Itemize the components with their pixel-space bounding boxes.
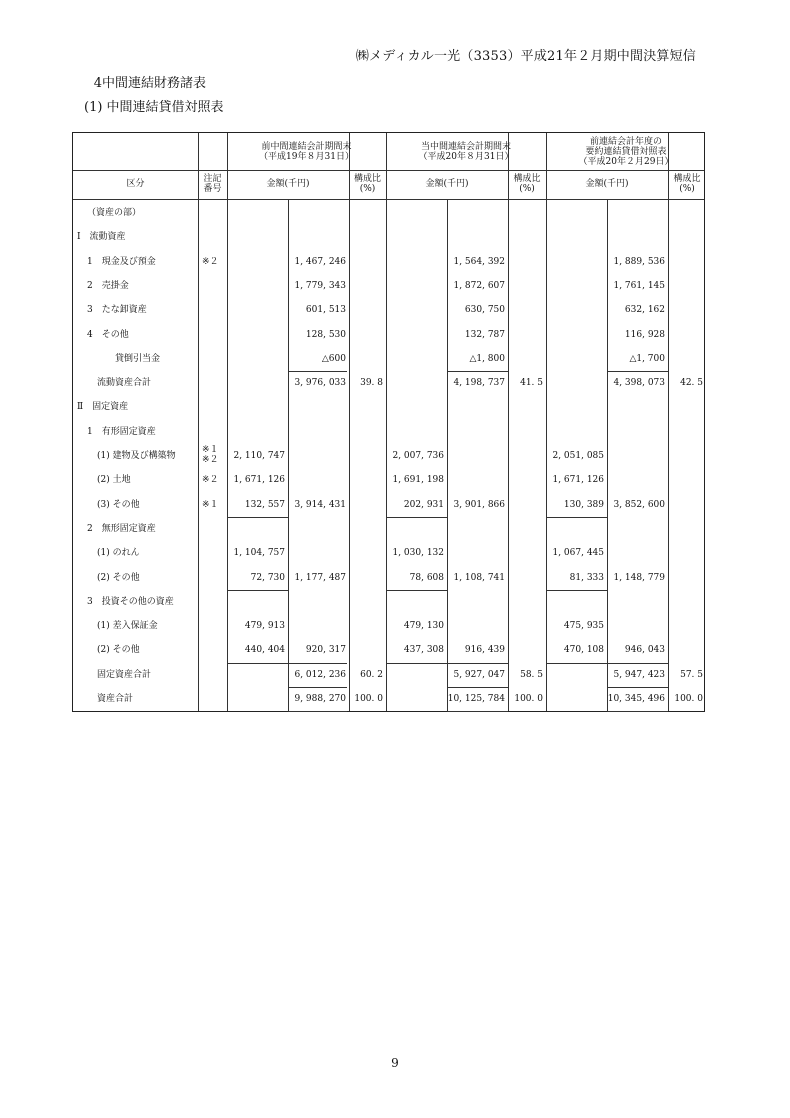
- amount-value: 1, 691, 198: [392, 475, 444, 486]
- amount-value: 1, 108, 741: [453, 572, 505, 583]
- amount-value: 2, 051, 085: [552, 451, 604, 461]
- amount-value: 1, 761, 145: [613, 280, 665, 291]
- amount-value: 72, 730: [250, 572, 285, 583]
- amount-value: 1, 148, 779: [613, 572, 665, 583]
- amount-value: 6, 012, 236: [294, 669, 346, 680]
- amount-value: 1, 779, 343: [294, 280, 346, 291]
- amount-value: 3, 914, 431: [294, 499, 346, 510]
- subtotal-rule: [546, 590, 607, 591]
- amount-value: 4, 398, 073: [613, 378, 665, 389]
- amount-subdivider: [288, 199, 289, 711]
- ratio-header-line1: 構成比: [353, 174, 381, 184]
- amount-value: 2, 110, 747: [233, 451, 285, 461]
- column-divider: [508, 133, 509, 711]
- ratio-header-line2: (%): [359, 184, 376, 194]
- subtotal-rule: [447, 371, 508, 372]
- ratio-value: 41. 5: [520, 378, 543, 389]
- subtotal-rule: [227, 590, 288, 591]
- period-header-line: 要約連結貸借対照表: [585, 146, 667, 157]
- amount-value: 630, 750: [464, 305, 505, 316]
- amount-value: 601, 513: [305, 305, 346, 316]
- amount-value: 1, 177, 487: [294, 572, 346, 583]
- amount-header: 金額(千円): [266, 179, 310, 189]
- period-header-line: （平成20年２月29日）: [578, 156, 674, 167]
- row-label: 貸倒引当金: [115, 353, 161, 364]
- row-label: (1) 建物及び構築物: [97, 451, 176, 461]
- amount-value: 5, 927, 047: [453, 669, 505, 680]
- row-label: 流動資産合計: [97, 378, 152, 389]
- amount-value: 916, 439: [464, 645, 505, 656]
- row-label: 2 無形固定資産: [87, 523, 156, 534]
- amount-value: 4, 198, 737: [453, 378, 505, 389]
- row-label: 4 その他: [87, 329, 129, 340]
- note-header-line1: 注記: [203, 174, 222, 184]
- amount-subdivider: [447, 199, 448, 711]
- amount-value: 1, 467, 246: [294, 256, 346, 267]
- amount-value: 440, 404: [244, 645, 285, 656]
- amount-value: 202, 931: [403, 499, 444, 510]
- ratio-value: 58. 5: [520, 669, 543, 680]
- amount-value: 470, 108: [563, 645, 604, 656]
- amount-value: 5, 947, 423: [613, 669, 665, 680]
- row-label: Ⅱ 固定資産: [77, 402, 129, 413]
- amount-value: 1, 104, 757: [233, 548, 285, 559]
- amount-value: 632, 162: [624, 305, 665, 316]
- subtotal-rule: [386, 517, 447, 518]
- row-label: Ⅰ 流動資産: [77, 232, 126, 243]
- subtotal-rule: [227, 663, 347, 664]
- row-label: 資産合計: [97, 694, 134, 704]
- subtotal-rule: [288, 711, 347, 712]
- row-label: 3 たな卸資産: [87, 305, 147, 316]
- period-header-line: （平成19年８月31日）: [259, 151, 354, 162]
- note-ref: ※１: [202, 499, 219, 510]
- row-label: (1) のれん: [97, 548, 140, 559]
- amount-value: △600: [321, 353, 346, 364]
- row-label: 1 現金及び預金: [87, 256, 156, 267]
- subtotal-rule: [227, 517, 288, 518]
- ratio-value: 60. 2: [360, 669, 383, 680]
- subtotal-rule: [607, 687, 668, 688]
- row-label: 2 売掛金: [87, 280, 129, 291]
- row-label: 1 有形固定資産: [87, 426, 156, 437]
- page-number: 9: [391, 1056, 399, 1070]
- amount-value: 128, 530: [305, 329, 346, 340]
- category-header: 区分: [126, 179, 145, 189]
- row-label: (2) その他: [97, 572, 140, 583]
- ratio-value: 100. 0: [674, 694, 703, 704]
- subtotal-rule: [386, 590, 447, 591]
- row-label: (2) 土地: [97, 475, 131, 486]
- amount-value: 130, 389: [563, 499, 604, 510]
- ratio-header-line2: (%): [679, 184, 695, 194]
- column-divider: [668, 133, 669, 711]
- amount-value: △1, 800: [469, 353, 505, 364]
- note-ref: ※２: [202, 475, 219, 486]
- page-header: ㈱メディカル一光（3353）平成21年２月期中間決算短信: [355, 49, 696, 64]
- ratio-value: 42. 5: [680, 378, 703, 389]
- amount-value: 1, 564, 392: [453, 256, 505, 267]
- amount-value: 10, 125, 784: [447, 694, 505, 704]
- subtotal-rule: [288, 371, 347, 372]
- column-divider: [349, 133, 350, 711]
- amount-value: 1, 067, 445: [552, 548, 604, 559]
- row-label: （資産の部）: [87, 208, 142, 218]
- balance-sheet-table: [72, 132, 705, 712]
- column-divider: [198, 133, 199, 711]
- period-header-line: 当中間連結会計期間末: [420, 141, 511, 152]
- ratio-header-line1: 構成比: [673, 174, 701, 184]
- ratio-value: 100. 0: [354, 694, 383, 704]
- header-divider: [73, 170, 704, 171]
- period-header-line: 前連結会計年度の: [589, 136, 662, 147]
- amount-value: 920, 317: [305, 645, 346, 656]
- amount-value: 1, 872, 607: [453, 280, 505, 291]
- amount-subdivider: [607, 199, 608, 711]
- amount-value: 437, 308: [403, 645, 444, 656]
- amount-value: 946, 043: [624, 645, 665, 656]
- amount-value: 116, 928: [624, 329, 665, 340]
- amount-header: 金額(千円): [425, 179, 469, 189]
- subsection-title: (1) 中間連結貸借対照表: [84, 100, 224, 115]
- amount-value: 3, 976, 033: [294, 378, 346, 389]
- row-label: (3) その他: [97, 499, 140, 510]
- subtotal-rule: [546, 663, 668, 664]
- amount-value: 1, 889, 536: [613, 256, 665, 267]
- ratio-value: 100. 0: [514, 694, 543, 704]
- amount-header: 金額(千円): [585, 179, 629, 189]
- header-bottom-border: [73, 199, 704, 200]
- amount-value: 3, 901, 866: [453, 499, 505, 510]
- ratio-value: 39. 8: [360, 378, 383, 389]
- amount-value: 2, 007, 736: [392, 451, 444, 461]
- amount-value: 1, 030, 132: [392, 548, 444, 559]
- amount-value: 1, 671, 126: [552, 475, 604, 486]
- section-title: [74, 72, 206, 91]
- note-ref: ※１: [202, 445, 219, 455]
- amount-value: 78, 608: [409, 572, 444, 583]
- ratio-header-line1: 構成比: [513, 174, 541, 184]
- section-number: 4: [93, 76, 102, 91]
- amount-value: 81, 333: [569, 572, 604, 583]
- amount-value: 479, 913: [244, 621, 285, 632]
- subtotal-rule: [288, 687, 347, 688]
- amount-value: 475, 935: [563, 621, 604, 632]
- subtotal-rule: [607, 711, 668, 712]
- amount-value: 3, 852, 600: [613, 499, 665, 510]
- note-header-line2: 番号: [203, 184, 222, 194]
- row-label: 固定資産合計: [97, 669, 152, 680]
- amount-value: 132, 787: [464, 329, 505, 340]
- amount-value: 479, 130: [403, 621, 444, 632]
- amount-value: △1, 700: [629, 353, 665, 364]
- row-label: (1) 差入保証金: [97, 621, 158, 632]
- ratio-header-line2: (%): [519, 184, 535, 194]
- amount-value: 1, 671, 126: [233, 475, 285, 486]
- row-label: 3 投資その他の資産: [87, 596, 174, 607]
- amount-value: 132, 557: [244, 499, 285, 510]
- note-ref: ※２: [202, 455, 219, 465]
- subtotal-rule: [447, 711, 508, 712]
- amount-value: 10, 345, 496: [607, 694, 665, 704]
- period-header-line: 前中間連結会計期間末: [261, 141, 352, 152]
- section-title-text: 中間連結財務諸表: [102, 76, 207, 91]
- subtotal-rule: [386, 663, 508, 664]
- amount-value: 9, 988, 270: [294, 694, 346, 704]
- subtotal-rule: [447, 687, 508, 688]
- subtotal-rule: [546, 517, 607, 518]
- row-label: (2) その他: [97, 645, 140, 656]
- period-header-line: （平成20年８月31日）: [418, 151, 514, 162]
- ratio-value: 57. 5: [680, 669, 703, 680]
- note-ref: ※２: [202, 256, 219, 267]
- subtotal-rule: [607, 371, 668, 372]
